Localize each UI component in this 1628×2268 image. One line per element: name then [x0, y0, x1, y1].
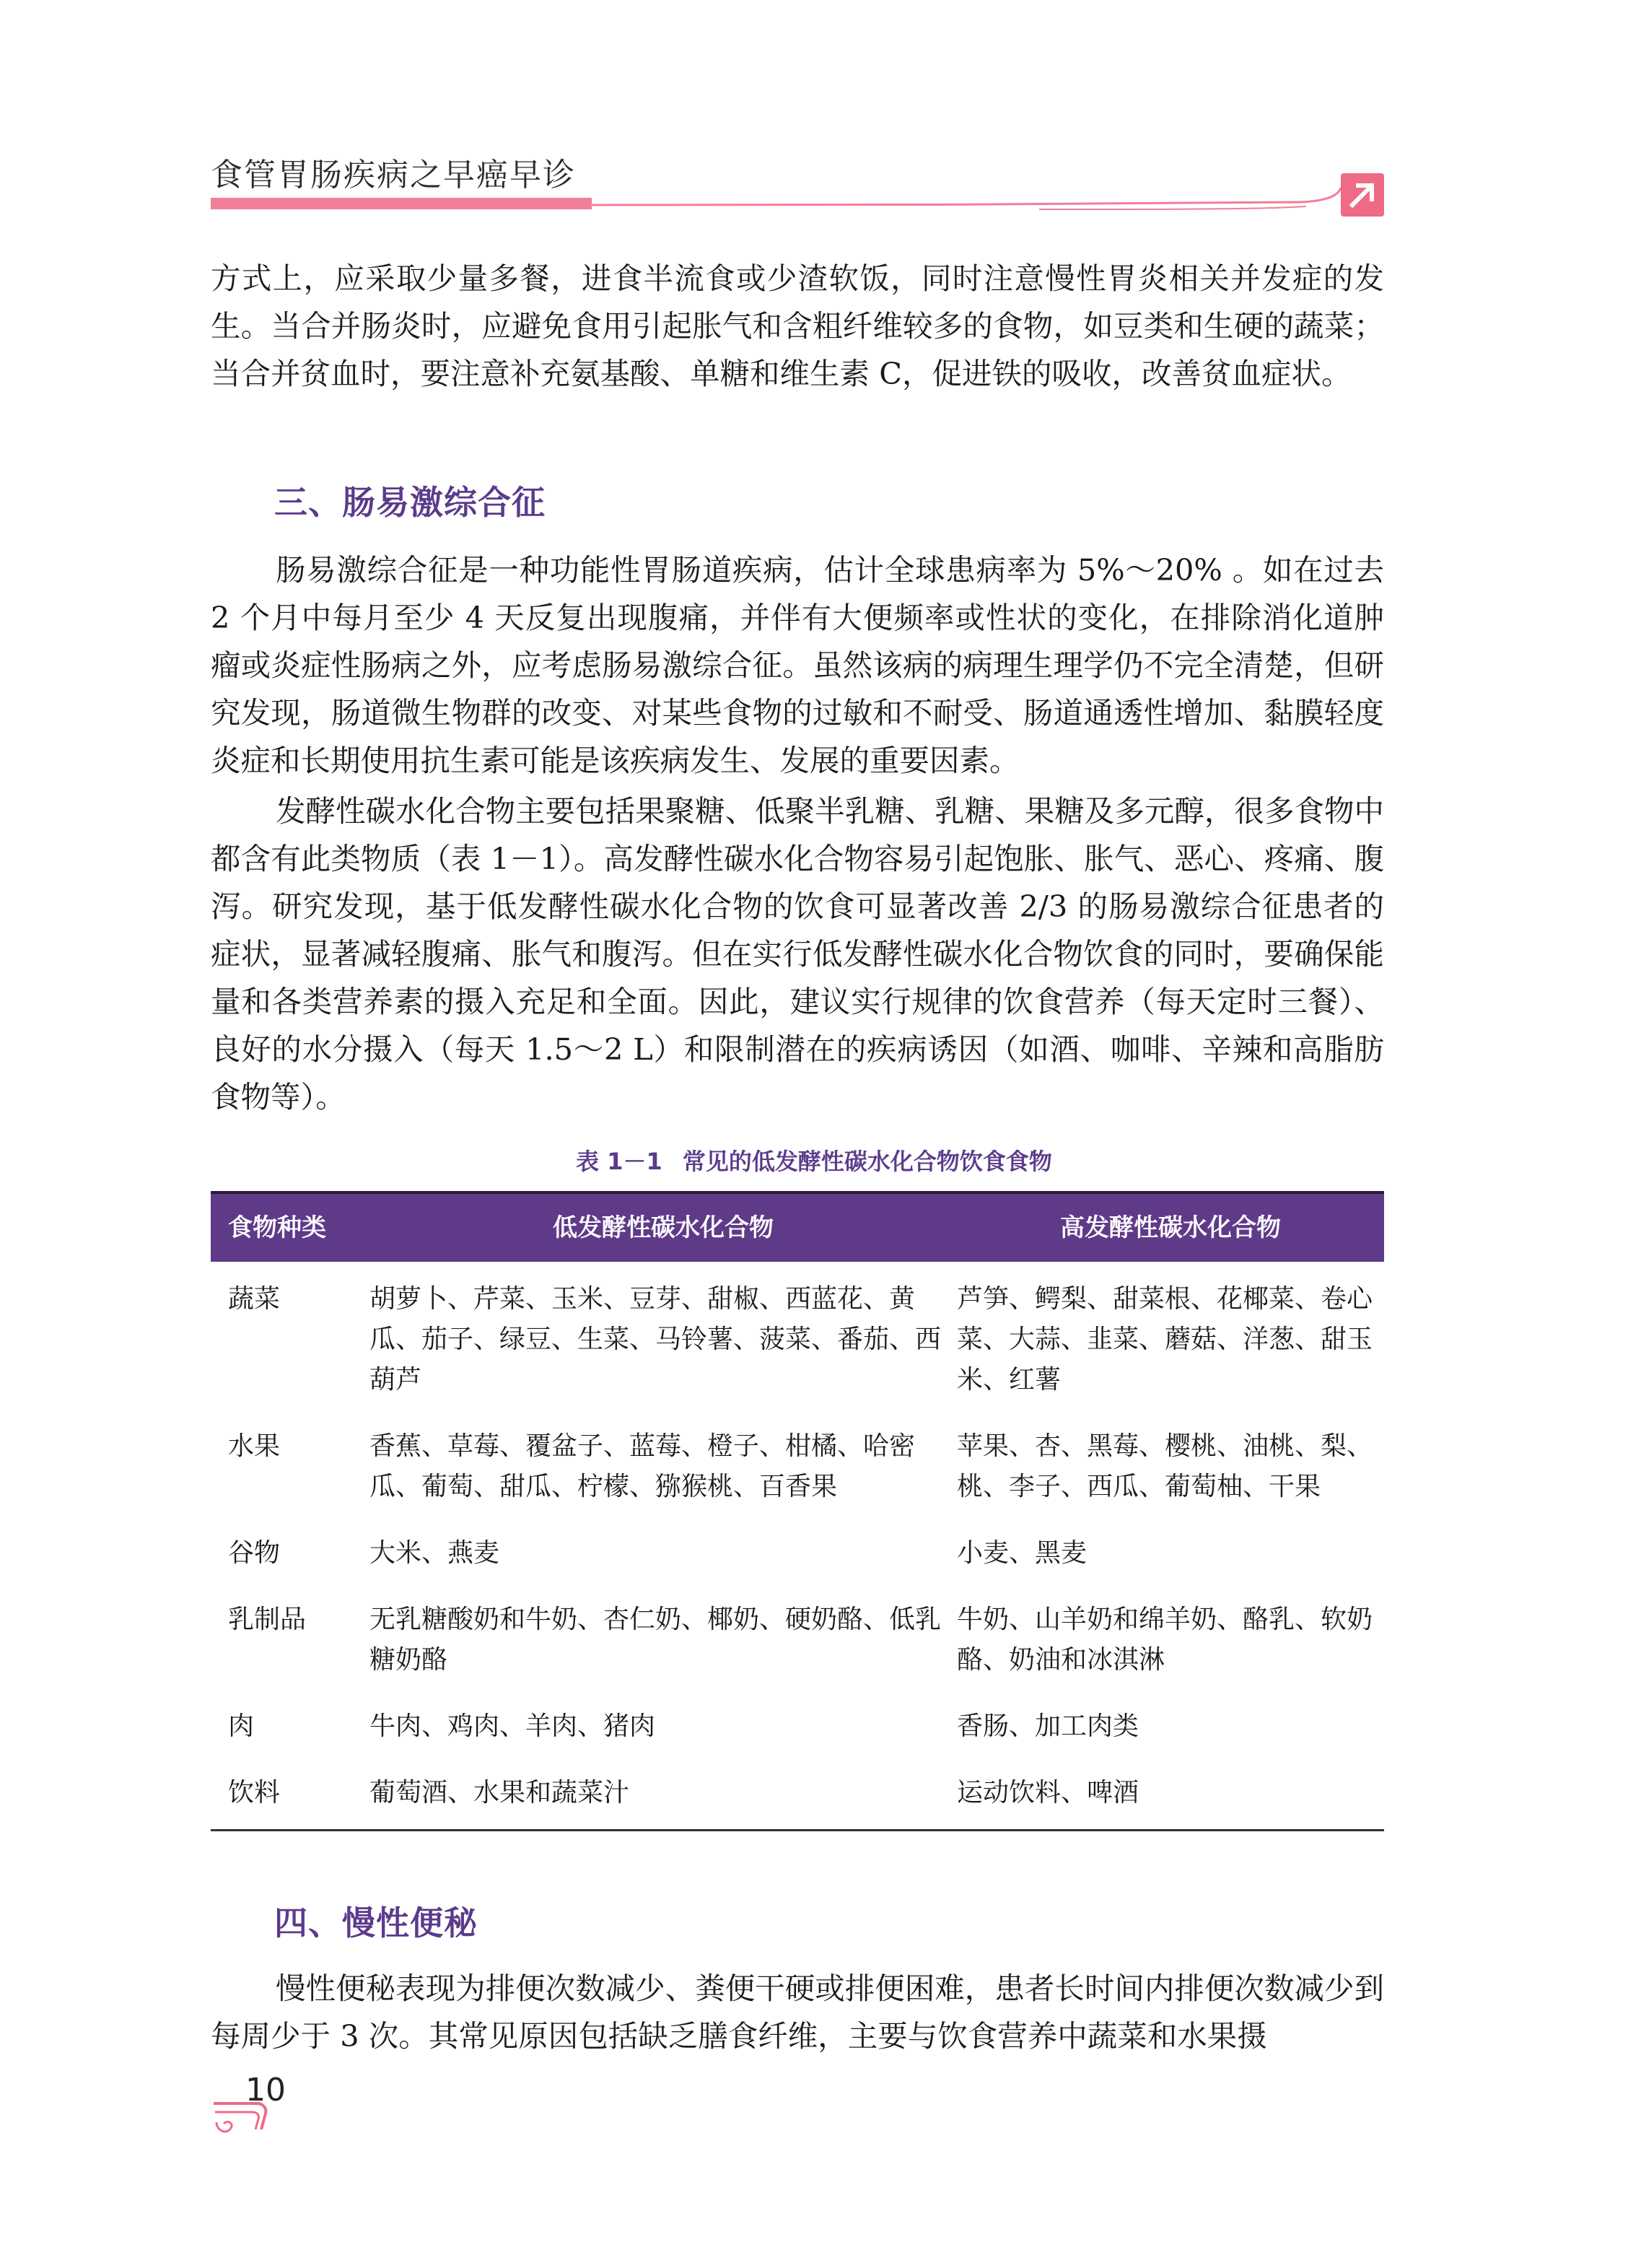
- cell-category: 乳制品: [228, 1605, 307, 1634]
- ibs-paragraph-2: 发酵性碳水化合物主要包括果聚糖、低聚半乳糖、乳糖、果糖及多元醇，很多食物中都含有此类物质（表 1－1）。高发酵性碳水化合物容易引起饱胀、胀气、恶心、疼痛、腹泻。研究发现，基于低发酵性碳水化合物的饮食可显著改善 2/3 的肠易激综合征患者的症状，显著减轻腹痛、胀气和腹泻。但在实行低发酵性碳水化合物饮食的同时，要确保能量和各类营养素的摄入充足和全面。因此，建议实行规律的饮食营养（每天定时三餐）、良好的水分摄入（每天 1.5～2 L）和限制潜在的疾病诱因（如酒、咖啡、辛辣和高脂肪食物等）。: [211, 793, 1384, 1115]
- arrow-up-right-icon: [1341, 173, 1384, 217]
- table-header-row: [211, 1192, 1384, 1262]
- fodmap-food-table: [211, 1191, 1384, 1831]
- page-corner-ornament-icon: [209, 2098, 274, 2141]
- column-header-high: 高发酵性碳水化合物: [957, 1192, 1384, 1262]
- page-number: 10: [245, 2072, 286, 2108]
- column-header-category: 食物种类: [211, 1192, 369, 1262]
- table-row: [211, 1600, 1384, 1706]
- cell-low: 无乳糖酸奶和牛奶、杏仁奶、椰奶、硬奶酪、低乳糖奶酪: [369, 1605, 942, 1675]
- cell-category: 蔬菜: [228, 1284, 281, 1314]
- header-accent-bar: [211, 198, 592, 209]
- cell-low: 牛肉、鸡肉、羊肉、猪肉: [369, 1711, 656, 1741]
- running-header-title: 食管胃肠疾病之早癌早诊: [211, 157, 576, 193]
- cell-low: 胡萝卜、芹菜、玉米、豆芽、甜椒、西蓝花、黄瓜、茄子、绿豆、生菜、马铃薯、菠菜、番茄、西葫芦: [369, 1284, 942, 1395]
- cell-high: 芦笋、鳄梨、甜菜根、花椰菜、卷心菜、大蒜、韭菜、蘑菇、洋葱、甜玉米、红薯: [957, 1284, 1373, 1395]
- cell-category: 饮料: [228, 1778, 281, 1807]
- intro-paragraph: 方式上，应采取少量多餐，进食半流食或少渣软饭，同时注意慢性胃炎相关并发症的发生。当合并肠炎时，应避免食用引起胀气和含粗纤维较多的食物，如豆类和生硬的蔬菜；当合并贫血时，要注意补充氨基酸、单糖和维生素 C，促进铁的吸收，改善贫血症状。: [211, 261, 1384, 391]
- header-swoosh-line: [577, 173, 1400, 224]
- table-caption-number: 表 1－1: [576, 1148, 662, 1175]
- cell-low: 香蕉、草莓、覆盆子、蓝莓、橙子、柑橘、哈密瓜、葡萄、甜瓜、柠檬、猕猴桃、百香果: [369, 1431, 916, 1501]
- table-caption: [0, 1143, 1628, 1177]
- cell-low: 葡萄酒、水果和蔬菜汁: [369, 1778, 630, 1807]
- cell-category: 肉: [228, 1711, 255, 1741]
- table-row: [211, 1426, 1384, 1533]
- table-caption-title: 常见的低发酵性碳水化合物饮食食物: [682, 1148, 1052, 1175]
- table-row: [211, 1533, 1384, 1600]
- table-row: [211, 1262, 1384, 1426]
- cell-high: 小麦、黑麦: [957, 1538, 1087, 1568]
- cell-high: 苹果、杏、黑莓、樱桃、油桃、梨、桃、李子、西瓜、葡萄柚、干果: [957, 1431, 1373, 1501]
- constipation-paragraph-1: 慢性便秘表现为排便次数减少、粪便干硬或排便困难，患者长时间内排便次数减少到每周少于 3 次。其常见原因包括缺乏膳食纤维，主要与饮食营养中蔬菜和水果摄: [211, 1971, 1384, 2054]
- section-heading-constipation: 四、慢性便秘: [274, 1903, 478, 1942]
- section-heading-ibs: 三、肠易激综合征: [274, 483, 546, 522]
- cell-high: 牛奶、山羊奶和绵羊奶、酪乳、软奶酪、奶油和冰淇淋: [957, 1605, 1373, 1675]
- cell-high: 运动饮料、啤酒: [957, 1778, 1139, 1807]
- ibs-paragraph-1: 肠易激综合征是一种功能性胃肠道疾病，估计全球患病率为 5%～20% 。如在过去 2 个月中每月至少 4 天反复出现腹痛，并伴有大便频率或性状的变化，在排除消化道肿瘤或炎症性肠病之外，应考虑肠易激综合征。虽然该病的病理生理学仍不完全清楚，但研究发现，肠道微生物群的改变、对某些食物的过敏和不耐受、肠道通透性增加、黏膜轻度炎症和长期使用抗生素可能是该疾病发生、发展的重要因素。: [211, 552, 1384, 778]
- cell-high: 香肠、加工肉类: [957, 1711, 1139, 1741]
- table-row: [211, 1706, 1384, 1773]
- cell-low: 大米、燕麦: [369, 1538, 500, 1568]
- cell-category: 谷物: [228, 1538, 281, 1568]
- column-header-low: 低发酵性碳水化合物: [369, 1192, 957, 1262]
- cell-category: 水果: [228, 1431, 281, 1461]
- table-row: [211, 1773, 1384, 1831]
